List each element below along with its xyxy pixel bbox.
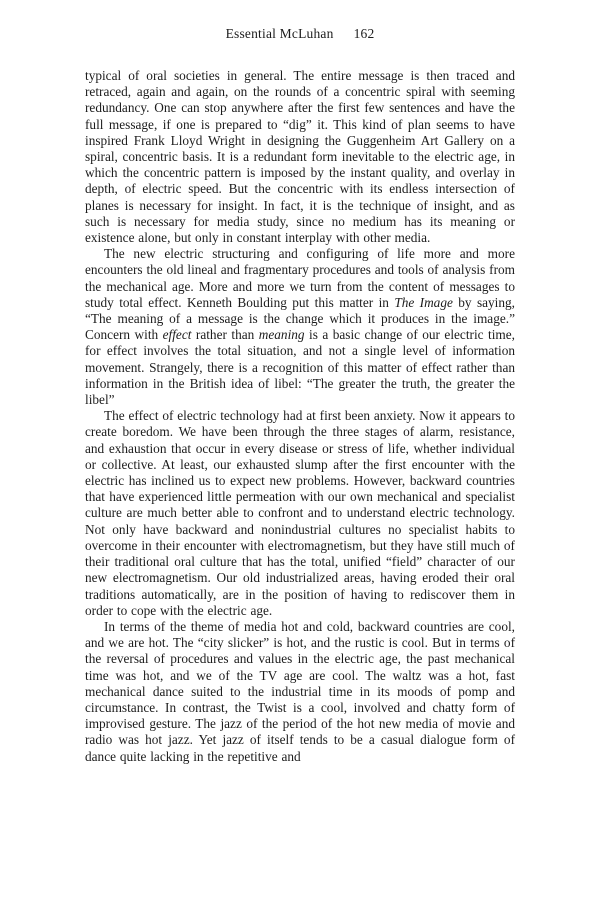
running-header [0,0,600,41]
text-run: typical of oral societies in general. The entire message is then traced and retraced, again and again, on the rounds of a concentric spiral with seeming redundancy. One can stop anywhere after the first few sentences and have the full message, if one is prepared to “dig” it. This kind of plan seems to have inspired Frank Lloyd Wright in designing the Guggenheim Art Gallery on a spiral, concentric basis. It is a redundant form inevitable to the electric age, in which the concentric pattern is imposed by the instant quality, and overlay in depth, of electric speed. But the concentric with its endless intersection of planes is necessary for insight. In fact, it is the technique of insight, and as such is necessary for media study, since no medium has its meaning or existence alone, but only in constant interplay with other media. [85,68,515,246]
text-run: is a basic change of our electric time, for effect involves the total situation, and not a single level of information movement. Strangely, there is a recognition of this matter of effect rather than information in the British idea of libel: “The greater the truth, the greater the libel” [85,327,515,408]
paragraph [85,246,515,408]
paragraph [85,408,515,619]
italic-text-run: effect [162,327,192,343]
text-run: The effect of electric technology had at first been anxiety. Now it appears to create boredom. We have been through the three stages of alarm, resistance, and exhaustion that occur in every disease or stress of life, whether individual or collective. At least, our exhausted slump after the first encounter with the electric has inclined us to expect new problems. However, backward countries that have experienced little permeation with our own mechanical and specialist culture are much better able to confront and to understand electric technology. Not only have backward and nonindustrial cultures no specialist habits to overcome in their encounter with electromagnetism, but they have still much of their traditional oral culture that has the total, unified “field” character of our new electromagnetism. Our old industrialized areas, having eroded their oral traditions automatically, are in the position of having to rediscover them in order to cope with the electric age. [85,408,515,618]
text-run: In terms of the theme of media hot and cold, backward countries are cool, and we are hot. The “city slicker” is hot, and the rustic is cool. But in terms of the reversal of procedures and values in the electric age, the past mechanical time was hot, and we of the TV age are cool. The waltz was a hot, fast mechanical dance suited to the industrial time in its moods of pomp and circumstance. In contrast, the Twist is a cool, involved and chatty form of improvised gesture. The jazz of the period of the hot new media of movie and radio was hot jazz. Yet jazz of itself tends to be a casual dialogue form of dance quite lacking in the repetitive and [85,618,515,764]
text-run: rather than [191,327,259,343]
running-header-title: Essential McLuhan [225,26,334,41]
text-run: by saying, “The meaning of a message is the change which it produces in the image.” Concern with [85,294,515,343]
paragraph [85,68,515,246]
paragraph [85,619,515,765]
page-number: 162 [353,26,375,41]
italic-text-run: The Image [394,294,453,310]
text-run: The new electric structuring and configuring of life more and more encounters the old lineal and fragmentary procedures and tools of analysis from the mechanical age. More and more we turn from the content of messages to study total effect. Kenneth Boulding put this matter in [85,246,515,310]
page-body [85,68,515,765]
italic-text-run: meaning [258,327,305,343]
